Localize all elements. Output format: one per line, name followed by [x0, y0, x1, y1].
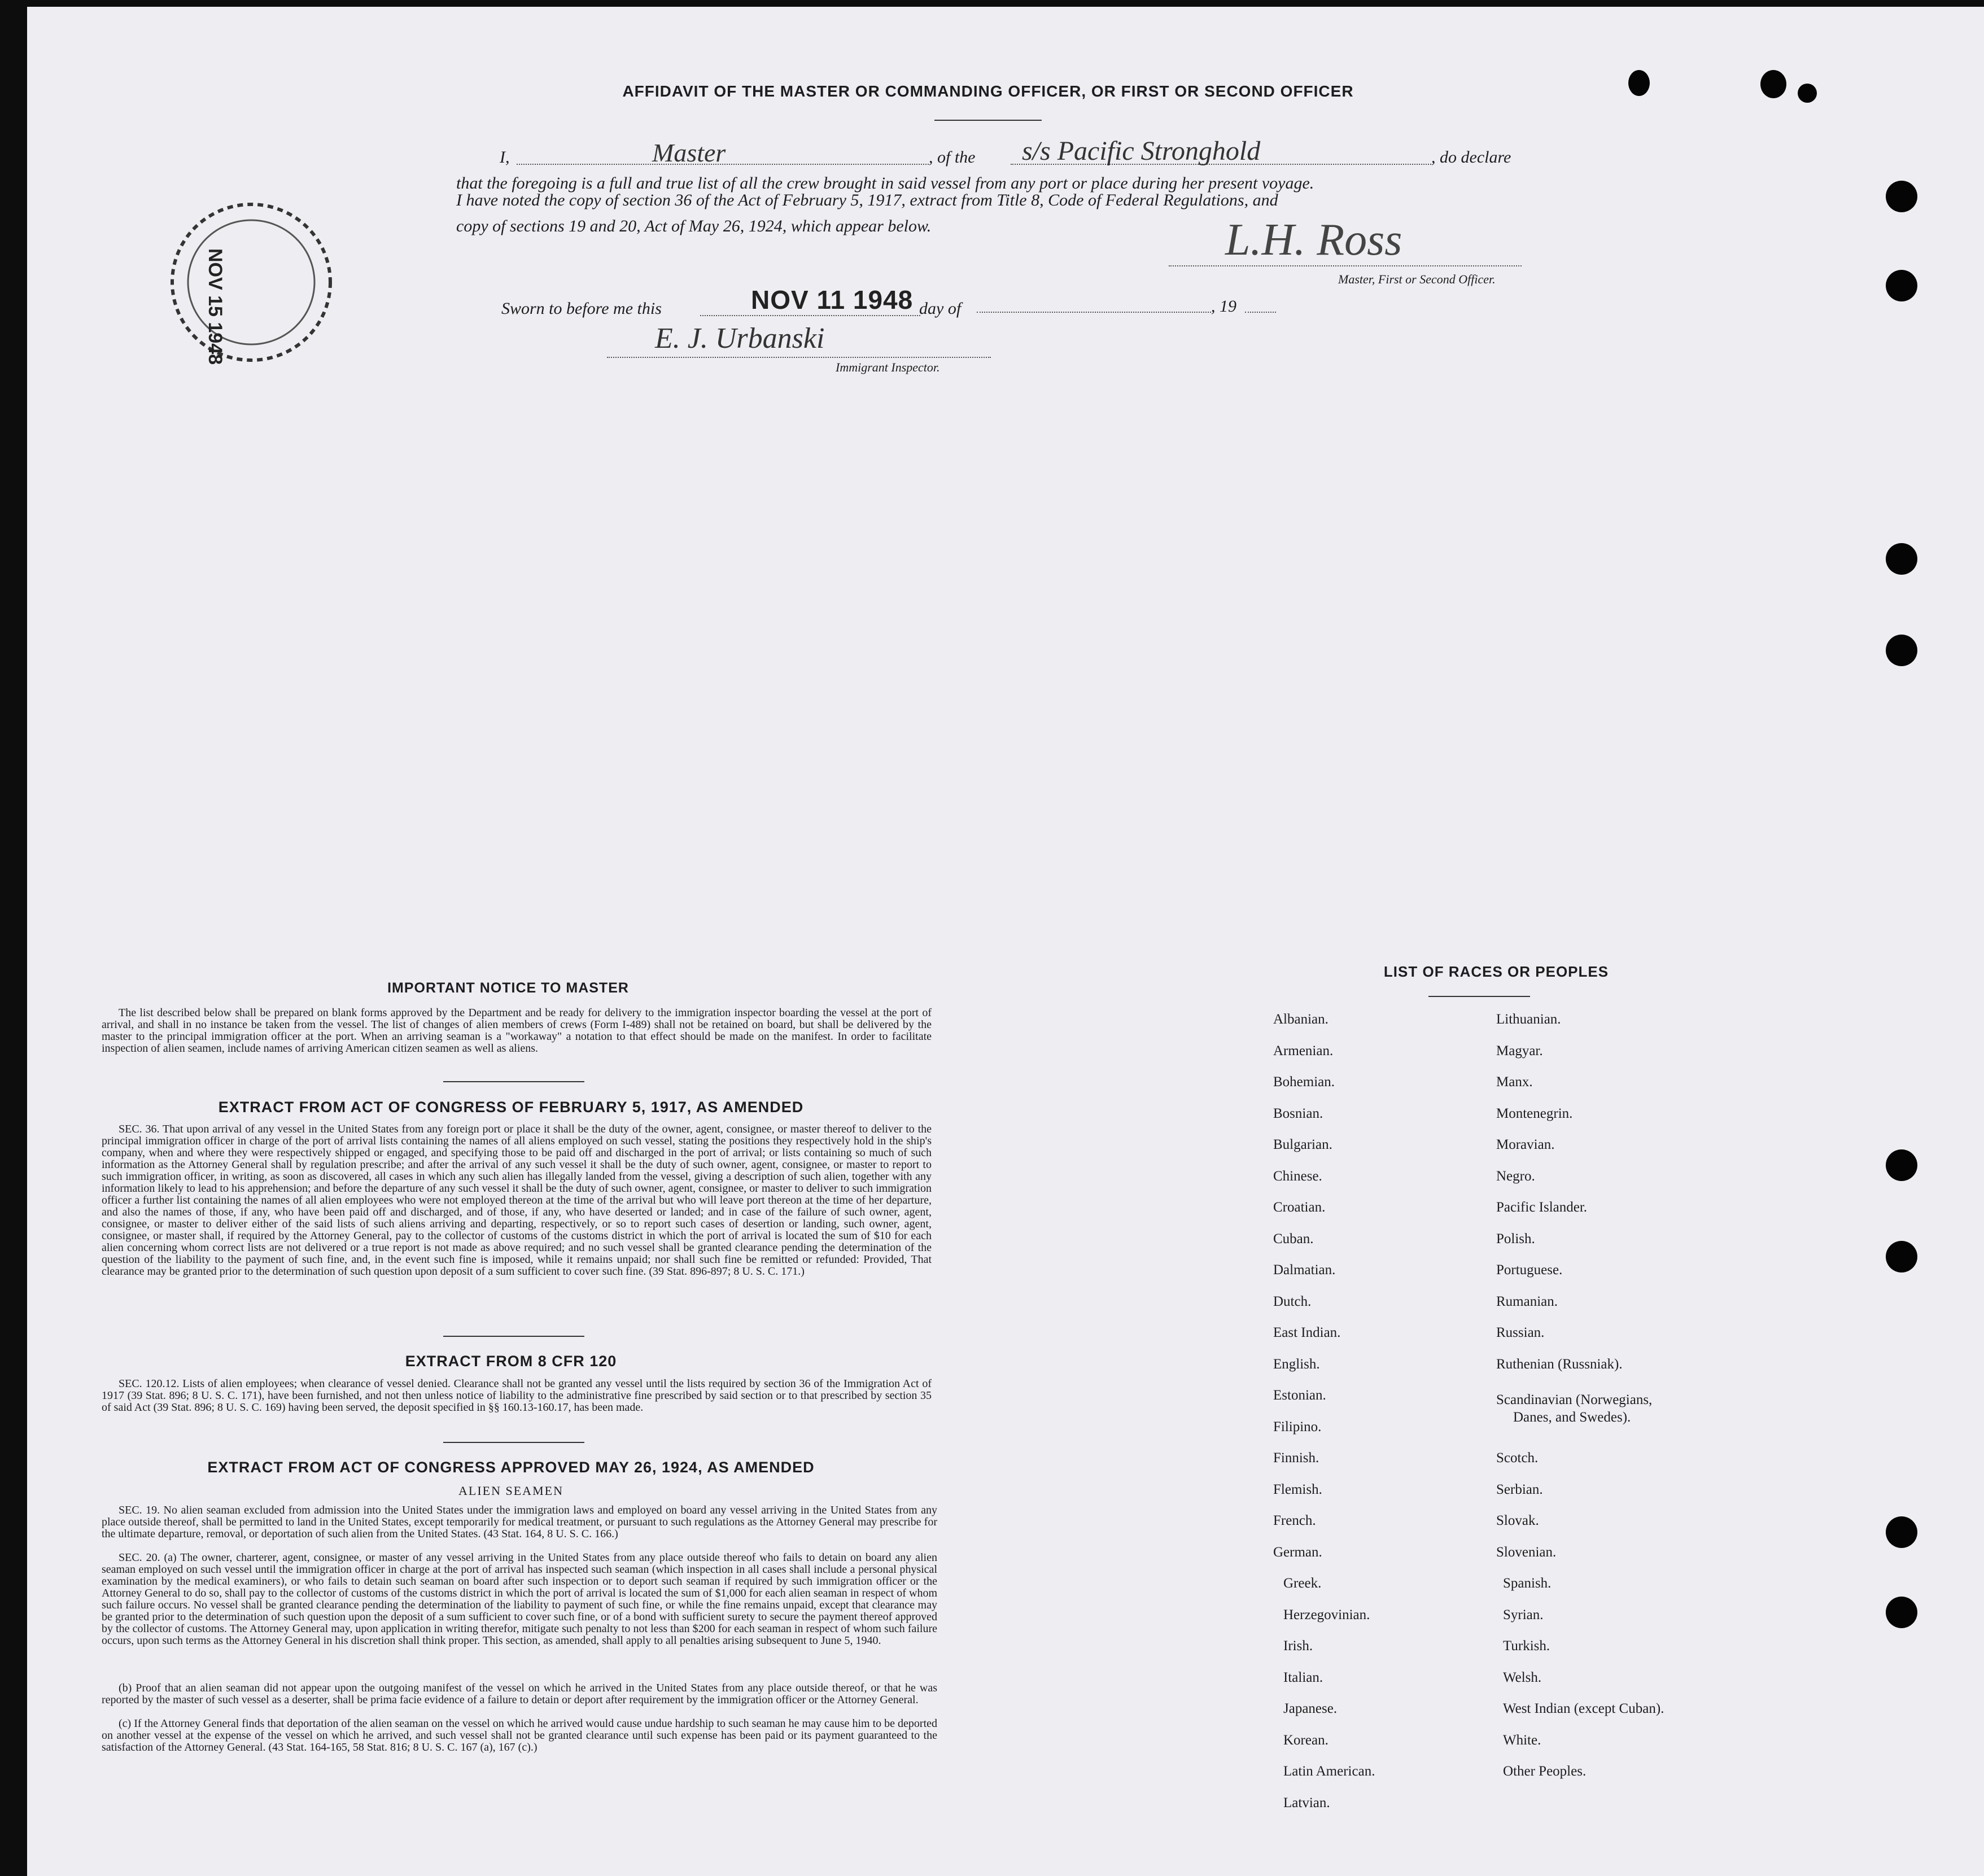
race-item: Manx.	[1496, 1074, 1533, 1090]
race-item: Cuban.	[1273, 1231, 1314, 1247]
punch-hole	[1886, 1149, 1917, 1181]
race-item: Flemish.	[1273, 1481, 1322, 1497]
stamp-date: NOV 15 1948	[204, 248, 226, 365]
punch-hole	[1886, 635, 1917, 666]
race-item: Ruthenian (Russniak).	[1496, 1356, 1623, 1372]
extract1-title: EXTRACT FROM ACT OF CONGRESS OF FEBRUARY 5, 1917, AS AMENDED	[218, 1099, 804, 1116]
of-the-label: , of the	[929, 148, 976, 167]
affidavit-line-2: that the foregoing is a full and true list of all the crew brought in said vessel from any port or place during her present voyage.	[456, 174, 1314, 193]
race-item: Italian.	[1283, 1669, 1323, 1685]
vessel-handwritten: s/s Pacific Stronghold	[1022, 136, 1261, 166]
extract1-body: SEC. 36. That upon arrival of any vessel in the United States from any foreign port or place it shall be the duty of the owner, agent, consignee, or master thereof to deliver to the principal immigration officer in charge of the port of arrival lists containing the names of all aliens employed on such vessel, stating the positions they respectively hold in the ship's company, when and where they were respectively shipped or engaged, and specifying those to be paid off and discharged in the port of arrival; or lists containing so much of such information as the Attorney General shall by regulation prescribe; and after the arrival of any such vessel it shall be the duty of such owner, agent, consignee, or master to report to such immigration officer, in writing, as soon as discovered, all cases in which any such alien has illegally landed from the vessel, giving a description of such alien, together with any information likely to lead to his apprehension; and before the departure of any such vessel it shall be the duty of such owner, agent, consignee, or master to deliver to such immigration officer a further list containing the names of all alien employees who were not employed thereon at the time of the arrival but who will leave port thereon at the time of her departure, and also the names of those, if any, who have been paid off and discharged, and of those, if any, who have deserted or landed; and in case of the failure of such owner, agent, consignee, or master to deliver either of the said lists of such aliens arriving and departing, respectively, or so to report such cases of desertion or landing, such owner, agent, consignee, or master shall, if required by the Attorney General, pay to the collector of customs of the customs district in which the port of arrival is located the sum of $10 for each alien concerning whom correct lists are not delivered or a true report is not made as above required; and no such vessel shall be granted clearance pending the determination of the question of the liability to the payment of such fine, and, in the event such fine is imposed, while it remains unpaid; nor shall such fine be remitted or refunded: Provided, That clearance may be granted prior to the determination of such question upon deposit of a sum sufficient to cover such fine. (39 Stat. 896-897; 8 U. S. C. 171.)	[102, 1123, 932, 1278]
punch-hole	[1886, 543, 1917, 575]
punch-hole	[1886, 270, 1917, 301]
extract3-title: EXTRACT FROM ACT OF CONGRESS APPROVED MAY 26, 1924, AS AMENDED	[207, 1459, 815, 1476]
race-item: Chinese.	[1273, 1168, 1322, 1184]
race-item: Rumanian.	[1496, 1293, 1558, 1309]
race-item: Armenian.	[1273, 1043, 1334, 1059]
section-divider	[443, 1336, 584, 1337]
race-item: Bohemian.	[1273, 1074, 1335, 1090]
race-item: Herzegovinian.	[1283, 1607, 1370, 1623]
affidavit-line-4: copy of sections 19 and 20, Act of May 26, 1924, which appear below.	[456, 217, 932, 235]
extract3-subtitle: ALIEN SEAMEN	[458, 1484, 563, 1498]
race-item: Moravian.	[1496, 1137, 1555, 1152]
race-item: White.	[1503, 1732, 1541, 1748]
punch-hole	[1886, 1597, 1917, 1628]
signature-line	[1169, 265, 1522, 266]
races-title-rule	[1428, 996, 1530, 997]
punch-hole	[1628, 70, 1650, 96]
race-item: Serbian.	[1496, 1481, 1543, 1497]
section-divider	[443, 1081, 584, 1082]
extract3-sec20b: (b) Proof that an alien seaman did not appear upon the outgoing manifest of the vessel on which he arrived in the United States from any place outside thereof, or that he was reported by the master of such vessel as a deserter, shall be prima facie evidence of a failure to detain or deport after requirement by the immigration officer or the Attorney General.	[102, 1682, 937, 1706]
race-item: Syrian.	[1503, 1607, 1544, 1623]
race-item: Latvian.	[1283, 1795, 1330, 1811]
affidavit-line-3: I have noted the copy of section 36 of the Act of February 5, 1917, extract from Title 8, Code of Federal Regulations, and	[456, 191, 1278, 209]
extract3-sec20a: SEC. 20. (a) The owner, charterer, agent, consignee, or master of any vessel arriving in the United States from any place outside thereof who fails to detain on board any alien seaman employed on such vessel until the immigration officer in charge at the port of arrival has inspected such seaman (which inspection in all cases shall include a personal physical examination by the medical examiners), or who fails to detain such seaman on board after such inspection or to deport such seaman if required by such immigration officer or the Attorney General to do so, shall pay to the collector of customs of the customs district in which the port of arrival is located the sum of $1,000 for each alien seaman in respect of whom such failure occurs. No vessel shall be granted clearance pending the determination of the liability to payment of such fine, or while the fine remains unpaid, except that clearance may be granted prior to the determination of such question upon the deposit of a sum sufficient to cover such fine, or of a bond with sufficient surety to secure the payment thereof approved by the collector of customs. The Attorney General may, upon application in writing therefor, mitigate such penalty to not less than $200 for each seaman in respect of whom such failure occurs, upon such terms as the Attorney General in his discretion shall think proper. This section, as amended, shall apply to all penalties arising subsequent to June 5, 1940.	[102, 1551, 937, 1647]
race-item: Slovenian.	[1496, 1544, 1557, 1560]
year-field	[1245, 312, 1276, 313]
race-item: Irish.	[1283, 1638, 1313, 1654]
race-item: Montenegrin.	[1496, 1105, 1573, 1121]
section-divider	[443, 1442, 584, 1443]
name-field	[517, 138, 929, 167]
race-item: Slovak.	[1496, 1513, 1539, 1528]
punch-hole	[1760, 70, 1786, 98]
race-item: Japanese.	[1283, 1701, 1338, 1716]
race-item: Russian.	[1496, 1325, 1545, 1340]
race-item: Croatian.	[1273, 1200, 1326, 1215]
race-item: Negro.	[1496, 1168, 1535, 1184]
race-item: German.	[1273, 1544, 1322, 1560]
race-item: Danes, and Swedes).	[1513, 1409, 1631, 1425]
race-item: Bulgarian.	[1273, 1137, 1332, 1152]
race-item: Latin American.	[1283, 1764, 1375, 1779]
name-handwritten: Master	[652, 138, 726, 167]
race-item: Other Peoples.	[1503, 1764, 1587, 1779]
race-item: Turkish.	[1503, 1638, 1550, 1654]
extract2-title: EXTRACT FROM 8 CFR 120	[405, 1353, 617, 1370]
race-item: Spanish.	[1503, 1576, 1552, 1591]
race-item: Polish.	[1496, 1231, 1535, 1247]
inspector-signature: E. J. Urbanski	[655, 322, 825, 355]
punch-hole	[1886, 181, 1917, 212]
race-item: Scandinavian (Norwegians,	[1496, 1392, 1653, 1408]
race-item: English.	[1273, 1356, 1320, 1372]
race-item: Dutch.	[1273, 1293, 1312, 1309]
inspector-caption: Immigrant Inspector.	[836, 360, 940, 374]
race-item: Welsh.	[1503, 1669, 1542, 1685]
punch-hole	[1886, 1241, 1917, 1272]
race-item: Pacific Islander.	[1496, 1200, 1588, 1215]
race-item: Korean.	[1283, 1732, 1329, 1748]
notice-title: IMPORTANT NOTICE TO MASTER	[387, 980, 629, 996]
affidavit-title: AFFIDAVIT OF THE MASTER OR COMMANDING OFFICER, OR FIRST OR SECOND OFFICER	[622, 82, 1354, 100]
date-stamp: NOV 11 1948	[751, 285, 914, 314]
punch-hole	[1798, 84, 1817, 103]
race-item: Finnish.	[1273, 1450, 1319, 1466]
race-item: Estonian.	[1273, 1388, 1326, 1403]
extract3-sec20c: (c) If the Attorney General finds that deportation of the alien seaman on the vessel on which he arrived would cause undue hardship to such seaman he may cause him to be deported on another vessel at the expense of the vessel on which he arrived, and such vessel shall not be granted clearance until such expense has been paid or its payment guaranteed to the satisfaction of the Attorney General. (43 Stat. 164-165, 58 Stat. 816; 8 U. S. C. 167 (a), 167 (c).)	[102, 1717, 937, 1753]
i-label: I,	[500, 148, 510, 167]
immigration-stamp	[152, 198, 350, 367]
day-of-label: day of	[919, 299, 962, 318]
stamp-ring-icon	[152, 198, 350, 367]
master-signature: L.H. Ross	[1225, 215, 1402, 265]
race-item: East Indian.	[1273, 1325, 1341, 1340]
race-item: Magyar.	[1496, 1043, 1543, 1059]
vessel-field	[1011, 136, 1431, 166]
month-field	[977, 312, 1211, 313]
sworn-date-field	[700, 285, 920, 316]
race-item: French.	[1273, 1513, 1316, 1528]
race-item: Filipino.	[1273, 1419, 1322, 1435]
inspector-line	[607, 357, 991, 358]
race-item: Dalmatian.	[1273, 1262, 1336, 1278]
races-title: LIST OF RACES OR PEOPLES	[1383, 963, 1609, 980]
race-item: Albanian.	[1273, 1012, 1329, 1027]
race-item: Scotch.	[1496, 1450, 1539, 1466]
race-item: Bosnian.	[1273, 1105, 1323, 1121]
title-rule	[934, 120, 1042, 121]
sworn-label: Sworn to before me this	[501, 299, 662, 318]
notice-body: The list described below shall be prepared on blank forms approved by the Department and be ready for delivery to the immigration inspector boarding the vessel at the port of arrival, and shall in no instance be taken from the vessel. The list of changes of alien members of crews (Form I-489) shall not be retained on board, but shall be delivered by the master to the principal immigration officer at the port. When an arriving seaman is a "workaway" a notation to that effect should be made on the manifest. In order to facilitate inspection of alien seamen, include names of arriving American citizen seamen as well as aliens.	[102, 1007, 932, 1055]
signature-caption: Master, First or Second Officer.	[1338, 272, 1496, 286]
race-item: West Indian (except Cuban).	[1503, 1701, 1664, 1716]
punch-hole	[1886, 1516, 1917, 1548]
race-item: Lithuanian.	[1496, 1012, 1561, 1027]
do-declare: , do declare	[1431, 148, 1511, 167]
extract3-sec19: SEC. 19. No alien seaman excluded from admission into the United States under the immigration laws and employed on board any vessel arriving in the United States from any place outside thereof, shall be permitted to land in the United States, except temporarily for medical treatment, or pursuant to such regulations as the Attorney General may prescribe for the ultimate departure, removal, or deportation of such alien from the United States. (43 Stat. 164, 8 U. S. C. 166.)	[102, 1504, 937, 1540]
race-item: Greek.	[1283, 1576, 1322, 1591]
extract2-body: SEC. 120.12. Lists of alien employees; when clearance of vessel denied. Clearance shall not be granted any vessel until the lists required by section 36 of the Immigration Act of 1917 (39 Stat. 896; 8 U. S. C. 171), have been furnished, and not then unless notice of liability to the administrative fine prescribed by said section or to that prescribed by section 35 of said Act (39 Stat. 896; 8 U. S. C. 169) having been served, the deposit specified in §§ 160.13-160.17, has been made.	[102, 1378, 932, 1414]
year-label: , 19	[1211, 297, 1236, 316]
race-item: Portuguese.	[1496, 1262, 1563, 1278]
